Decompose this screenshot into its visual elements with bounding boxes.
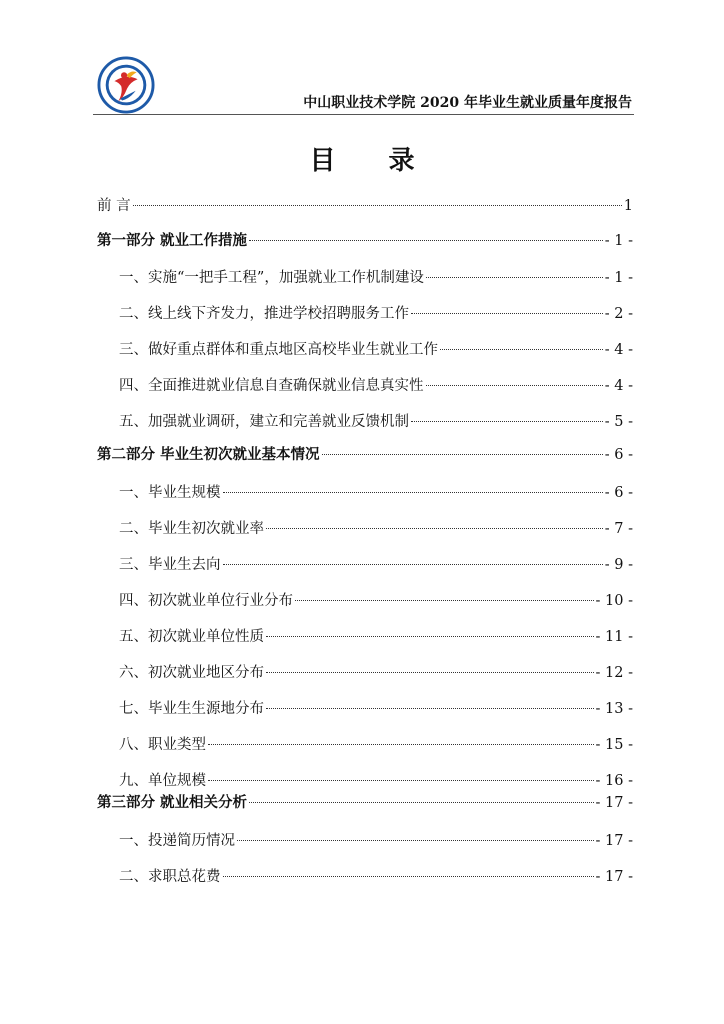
toc-dot-leader bbox=[237, 840, 594, 841]
toc-title: 目 录 bbox=[309, 146, 437, 176]
toc-entry[interactable] bbox=[119, 627, 633, 647]
toc-dot-leader bbox=[295, 600, 594, 601]
toc-entry-title: 第一部分 就业工作措施 bbox=[97, 233, 248, 249]
toc-dot-leader bbox=[266, 636, 594, 637]
toc-entry-title: 八、职业类型 bbox=[119, 737, 206, 753]
toc-entry-title: 第二部分 毕业生初次就业基本情况 bbox=[97, 447, 320, 463]
toc-page-number: - 6 - bbox=[604, 447, 633, 463]
toc-entry-title: 二、毕业生初次就业率 bbox=[119, 521, 264, 537]
toc-page-number: - 7 - bbox=[604, 521, 633, 537]
toc-page-number: - 11 - bbox=[595, 629, 633, 645]
toc-entry-title: 七、毕业生生源地分布 bbox=[119, 701, 264, 717]
toc-dot-leader bbox=[411, 313, 603, 314]
toc-dot-leader bbox=[266, 672, 594, 673]
page-header bbox=[93, 50, 634, 116]
toc-page-number: - 10 - bbox=[595, 593, 633, 609]
toc-page-number: - 17 - bbox=[595, 833, 633, 849]
toc-entry[interactable] bbox=[119, 519, 633, 539]
toc-entry-title: 九、单位规模 bbox=[119, 773, 206, 789]
toc-entry-title: 前 言 bbox=[97, 198, 131, 214]
toc-entry-title: 二、线上线下齐发力，推进学校招聘服务工作 bbox=[119, 306, 409, 322]
toc-entry-title: 四、初次就业单位行业分布 bbox=[119, 593, 293, 609]
toc-entry[interactable] bbox=[119, 555, 633, 575]
toc-dot-leader bbox=[208, 744, 594, 745]
toc-dot-leader bbox=[266, 708, 594, 709]
toc-entry-title: 一、投递简历情况 bbox=[119, 833, 235, 849]
toc-entry-title: 五、加强就业调研，建立和完善就业反馈机制 bbox=[119, 414, 409, 430]
toc-page-number: - 4 - bbox=[604, 342, 633, 358]
toc-entry[interactable] bbox=[119, 867, 633, 887]
toc-dot-leader bbox=[322, 454, 603, 455]
header-title: 中山职业技术学院 2020 年毕业生就业质量年度报告 bbox=[303, 95, 632, 111]
toc-dot-leader bbox=[249, 802, 593, 803]
toc-entry-title: 二、求职总花费 bbox=[119, 869, 221, 885]
toc-entry[interactable] bbox=[97, 231, 633, 251]
toc-dot-leader bbox=[249, 240, 603, 241]
toc-dot-leader bbox=[133, 205, 622, 206]
toc-entry[interactable] bbox=[119, 699, 633, 719]
toc-entry[interactable] bbox=[119, 412, 633, 432]
toc-entry[interactable] bbox=[97, 445, 633, 465]
toc-entry-title: 五、初次就业单位性质 bbox=[119, 629, 264, 645]
toc-dot-leader bbox=[266, 528, 603, 529]
header-rule bbox=[93, 114, 634, 115]
toc-dot-leader bbox=[223, 876, 594, 877]
toc-page-number: - 4 - bbox=[604, 378, 633, 394]
toc-entry-title: 一、毕业生规模 bbox=[119, 485, 221, 501]
toc-entry[interactable] bbox=[119, 340, 633, 360]
toc-page-number: - 6 - bbox=[604, 485, 633, 501]
toc-entry-title: 四、全面推进就业信息自查确保就业信息真实性 bbox=[119, 378, 424, 394]
toc-page-number: - 17 - bbox=[595, 869, 633, 885]
toc-entry-title: 第三部分 就业相关分析 bbox=[97, 795, 248, 811]
toc-page-number: - 12 - bbox=[595, 665, 633, 681]
toc-page-number: - 9 - bbox=[604, 557, 633, 573]
toc-entry[interactable] bbox=[97, 196, 633, 216]
toc-entry-title: 六、初次就业地区分布 bbox=[119, 665, 264, 681]
toc-page-number: - 17 - bbox=[595, 795, 633, 811]
toc-entry[interactable] bbox=[119, 376, 633, 396]
toc-entry[interactable] bbox=[119, 591, 633, 611]
toc-entry[interactable] bbox=[119, 304, 633, 324]
toc-entry[interactable] bbox=[119, 831, 633, 851]
toc-page-number: - 5 - bbox=[604, 414, 633, 430]
toc-entry-title: 三、做好重点群体和重点地区高校毕业生就业工作 bbox=[119, 342, 438, 358]
toc-page-number: - 2 - bbox=[604, 306, 633, 322]
toc-dot-leader bbox=[223, 564, 603, 565]
toc-entry-title: 一、实施“一把手工程”，加强就业工作机制建设 bbox=[119, 270, 424, 286]
college-logo bbox=[97, 56, 155, 114]
toc-entry[interactable] bbox=[97, 793, 633, 813]
toc-entry-title: 三、毕业生去向 bbox=[119, 557, 221, 573]
toc-dot-leader bbox=[440, 349, 603, 350]
toc-entry[interactable] bbox=[119, 735, 633, 755]
toc-entry[interactable] bbox=[119, 483, 633, 503]
toc-dot-leader bbox=[411, 421, 603, 422]
toc-dot-leader bbox=[426, 385, 603, 386]
toc-page-number: - 1 - bbox=[604, 233, 633, 249]
toc-dot-leader bbox=[223, 492, 603, 493]
toc-entry[interactable] bbox=[119, 663, 633, 683]
toc-entry[interactable] bbox=[119, 268, 633, 288]
toc-page-number: - 1 - bbox=[604, 270, 633, 286]
toc-page-number: 1 bbox=[623, 198, 633, 214]
toc-page-number: - 15 - bbox=[595, 737, 633, 753]
toc-dot-leader bbox=[208, 780, 594, 781]
toc-page-number: - 13 - bbox=[595, 701, 633, 717]
toc-page-number: - 16 - bbox=[595, 773, 633, 789]
toc-dot-leader bbox=[426, 277, 603, 278]
toc-entry[interactable] bbox=[119, 771, 633, 791]
